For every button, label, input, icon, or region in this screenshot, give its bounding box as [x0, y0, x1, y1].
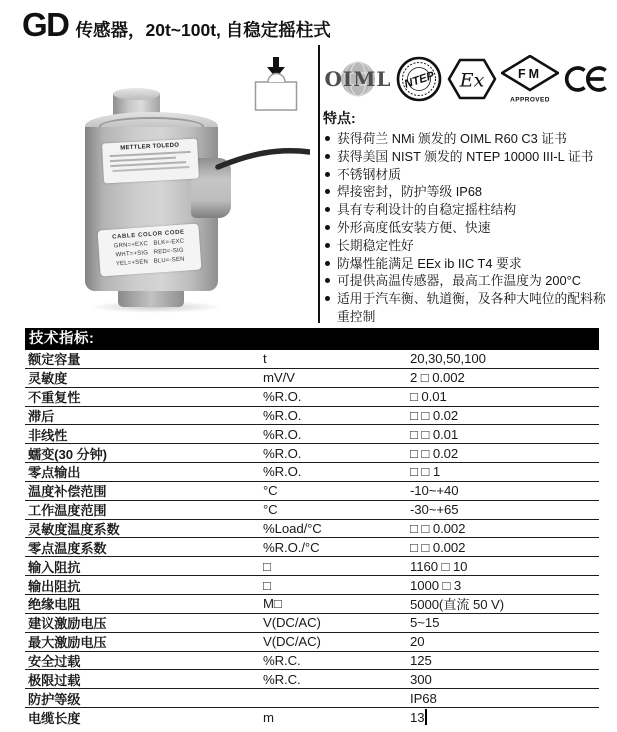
- spec-label: 输入阻抗: [28, 559, 81, 575]
- feature-item: [323, 201, 612, 219]
- spec-label: 最大激励电压: [28, 635, 107, 651]
- right-column: [323, 52, 612, 326]
- spec-value: 1000 □ 3: [410, 577, 462, 593]
- model-name: GD: [22, 6, 69, 43]
- spec-value: -30~+65: [410, 502, 459, 518]
- spec-value: 20,30,50,100: [410, 351, 486, 367]
- spec-unit: %R.O.: [263, 407, 302, 423]
- spec-row: [25, 520, 599, 539]
- spec-unit: %R.O.: [263, 445, 302, 461]
- spec-label: 零点输出: [28, 465, 81, 481]
- spec-label: 灵敏度温度系数: [28, 522, 120, 538]
- feature-item: [323, 148, 612, 166]
- bullet-icon: [325, 278, 330, 283]
- cable-length-value-field[interactable]: [410, 709, 599, 725]
- specs-header: 技术指标:: [25, 328, 599, 350]
- spec-unit: m: [263, 709, 274, 725]
- feature-text: 适用于汽车衡、轨道衡，及各种大吨位的配料称重控制: [337, 291, 606, 324]
- spec-label: 滞后: [28, 408, 55, 424]
- cable-color-label: [98, 224, 202, 277]
- bullet-icon: [325, 172, 330, 177]
- spec-row: [25, 444, 599, 463]
- features-list: [323, 130, 612, 326]
- spec-value: □ □ 0.02: [410, 445, 459, 461]
- feature-item: [323, 255, 612, 273]
- spec-label: 建议激励电压: [28, 616, 107, 632]
- spec-row: [25, 350, 599, 369]
- spec-value: 125: [410, 652, 432, 668]
- spec-row: [25, 557, 599, 576]
- bullet-icon: [325, 296, 330, 301]
- bullet-icon: [325, 207, 330, 212]
- svg-text:FM: FM: [517, 66, 542, 81]
- cable-color-line: WHT=+SIG RED=-SIG: [115, 247, 184, 259]
- spec-label: 温度补偿范围: [28, 484, 107, 500]
- spec-value: 1160 □ 10: [410, 558, 468, 574]
- spec-value: □ □ 0.01: [410, 426, 459, 442]
- spec-label: 绝缘电阻: [28, 597, 81, 613]
- spec-row: [25, 633, 599, 652]
- spec-label: 非线性: [28, 427, 68, 443]
- cable-color-line: YEL=+SEN BLU=-SEN: [115, 256, 185, 268]
- features-title: 特点:: [323, 110, 356, 126]
- text-cursor: [425, 709, 427, 725]
- feature-text: 长期稳定性好: [337, 237, 414, 253]
- spec-label: 工作温度范围: [28, 503, 107, 519]
- ce-mark-icon: [563, 62, 611, 96]
- ntep-logo-icon: [396, 56, 442, 102]
- brand-label: [102, 139, 199, 184]
- spec-label: 蠕变(30 分钟): [28, 446, 107, 462]
- feature-item: [323, 166, 612, 184]
- spec-unit: □: [263, 558, 271, 574]
- svg-text:OIML: OIML: [324, 66, 392, 91]
- spec-unit: %R.O.: [263, 389, 302, 405]
- feature-text: 防爆性能满足 EEx ib IIC T4 要求: [337, 255, 522, 271]
- label-text-line: [110, 151, 191, 157]
- bullet-icon: [325, 225, 330, 230]
- spec-row: [25, 369, 599, 388]
- spec-value: □ □ 0.02: [410, 407, 459, 423]
- feature-text: 不锈钢材质: [337, 166, 401, 182]
- specs-table: [25, 328, 599, 727]
- page-title: [22, 6, 331, 44]
- spec-row: [25, 407, 599, 426]
- spec-unit: V(DC/AC): [263, 615, 321, 631]
- spec-unit: °C: [263, 483, 278, 499]
- bullet-icon: [325, 189, 330, 194]
- spec-row: [25, 652, 599, 671]
- label-text-line: [112, 166, 189, 172]
- spec-label: 安全过载: [28, 653, 81, 669]
- spec-unit: °C: [263, 502, 278, 518]
- compression-direction-icon: [252, 57, 304, 113]
- spec-value: □ □ 1: [410, 464, 441, 480]
- spec-label: 额定容量: [28, 352, 81, 368]
- spec-value: 2 □ 0.002: [410, 370, 465, 386]
- spec-row: [25, 501, 599, 520]
- spec-label: 防护等级: [28, 691, 81, 707]
- svg-text:Ex: Ex: [459, 69, 484, 91]
- feature-text: 具有专利设计的自稳定摇柱结构: [337, 202, 517, 218]
- svg-text:NTEP: NTEP: [403, 69, 437, 91]
- spec-unit: %R.O.: [263, 464, 302, 480]
- feature-text: 获得美国 NIST 颁发的 NTEP 10000 III-L 证书: [337, 148, 594, 164]
- bullet-icon: [325, 261, 330, 266]
- feature-text: 可提供高温传感器，最高工作温度为 200°C: [337, 273, 582, 289]
- spec-value-text: 13: [410, 709, 425, 725]
- spec-row: [25, 538, 599, 557]
- spec-row: [25, 463, 599, 482]
- product-photo: [22, 55, 310, 325]
- certification-logos: [323, 52, 612, 105]
- spec-unit: %Load/°C: [263, 521, 322, 537]
- spec-label: 电缆长度: [28, 710, 81, 726]
- spec-row: [25, 482, 599, 501]
- feature-text: 焊接密封，防护等级 IP68: [337, 184, 483, 200]
- ex-atex-logo-icon: [447, 57, 497, 101]
- spec-unit: %R.C.: [263, 652, 301, 668]
- spec-row: [25, 708, 599, 727]
- spec-unit: M□: [263, 596, 282, 612]
- spec-row: [25, 614, 599, 633]
- spec-value: 5000(直流 50 V): [410, 597, 504, 613]
- spec-value: 5~15: [410, 615, 440, 631]
- spec-value: IP68: [410, 690, 437, 706]
- oiml-logo-icon: [324, 59, 392, 99]
- feature-text: 获得荷兰 NMi 颁发的 OIML R60 C3 证书: [337, 131, 567, 146]
- spec-label: 不重复性: [28, 390, 81, 406]
- spec-value: □ 0.01: [410, 389, 447, 405]
- spec-row: [25, 595, 599, 614]
- bullet-icon: [325, 136, 330, 141]
- spec-unit: %R.O./°C: [263, 539, 320, 555]
- spec-label: 极限过载: [28, 672, 81, 688]
- spec-value: 300: [410, 671, 432, 687]
- spec-value: □ □ 0.002: [410, 539, 466, 555]
- spec-label: 零点温度系数: [28, 540, 107, 556]
- bullet-icon: [325, 243, 330, 248]
- bullet-icon: [325, 154, 330, 159]
- spec-unit: □: [263, 577, 271, 593]
- spec-unit: mV/V: [263, 370, 295, 386]
- feature-item: [323, 183, 612, 201]
- spec-row: [25, 576, 599, 595]
- feature-text: 外形高度低安装方便、快速: [337, 219, 491, 235]
- spec-label: 输出阻抗: [28, 578, 81, 594]
- spec-label: 灵敏度: [28, 371, 68, 387]
- spec-unit: t: [263, 351, 267, 367]
- feature-item: [323, 130, 612, 148]
- fm-approved-logo-icon: [501, 55, 559, 103]
- spec-value: -10~+40: [410, 483, 459, 499]
- feature-item: [323, 237, 612, 255]
- spec-unit: V(DC/AC): [263, 634, 321, 650]
- spec-row: [25, 689, 599, 708]
- section-divider: [318, 45, 320, 323]
- cable-color-title: CABLE COLOR CODE: [112, 229, 185, 241]
- spec-row: [25, 425, 599, 444]
- feature-item: [323, 272, 612, 290]
- page-title-text: 传感器，20t~100t, 自稳定摇柱式: [75, 20, 331, 40]
- spec-unit: %R.O.: [263, 426, 302, 442]
- cable-color-line: GRN=+EXC BLK=-EXC: [113, 238, 185, 250]
- feature-item: [323, 219, 612, 237]
- feature-item: [323, 290, 612, 326]
- svg-text:APPROVED: APPROVED: [509, 96, 550, 103]
- spec-row: [25, 670, 599, 689]
- spec-value: 20: [410, 634, 425, 650]
- spec-value: □ □ 0.002: [410, 521, 466, 537]
- brand-label-text: METTLER TOLEDO: [120, 142, 180, 152]
- spec-row: [25, 388, 599, 407]
- spec-unit: %R.C.: [263, 671, 301, 687]
